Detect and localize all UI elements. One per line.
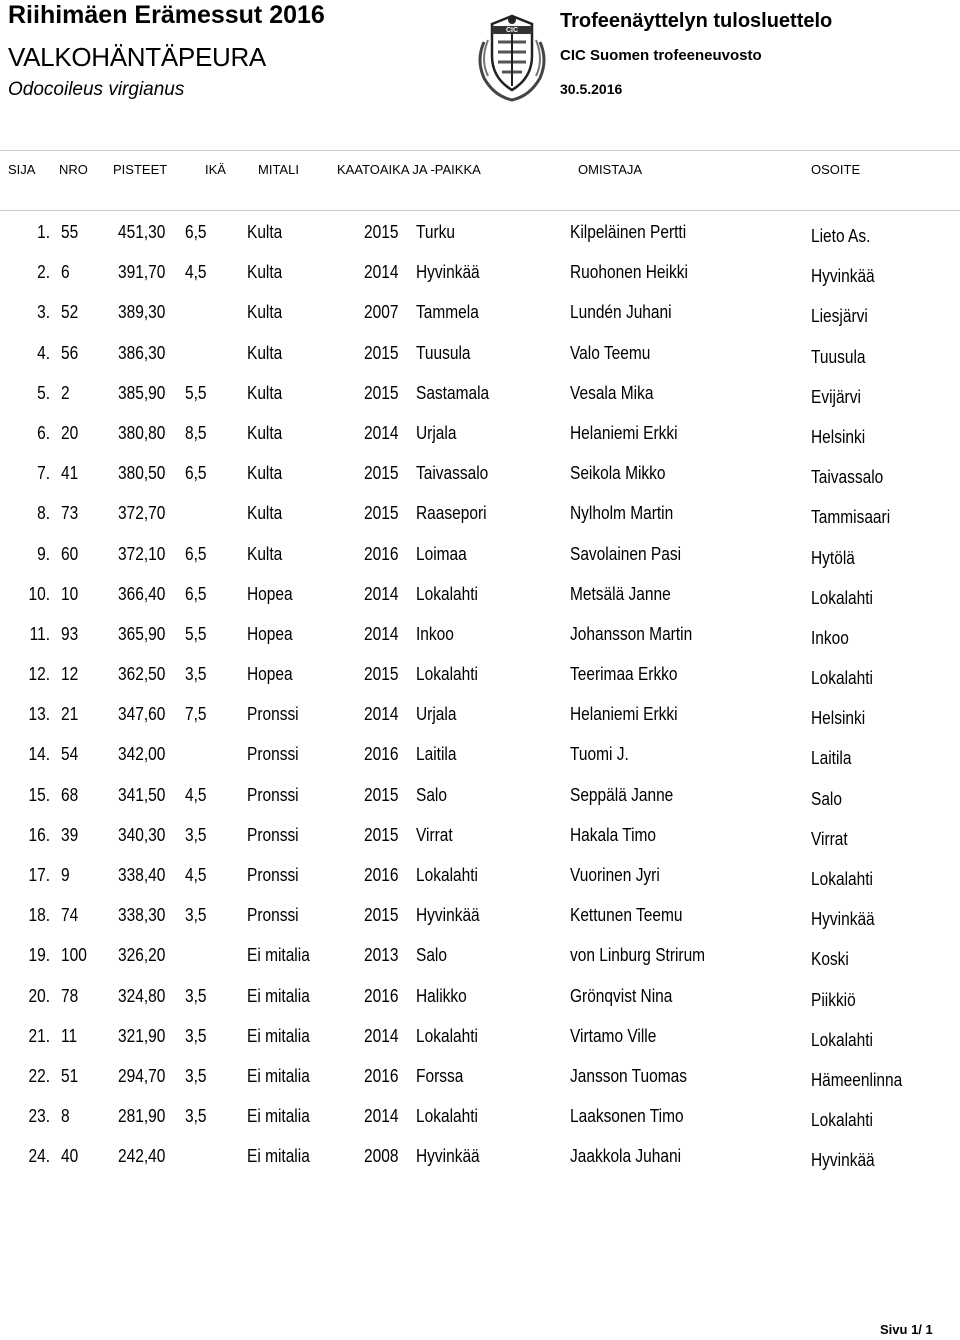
owner: Helaniemi Erkki xyxy=(570,704,678,725)
medal: Kulta xyxy=(247,543,283,564)
rank: 11. xyxy=(29,623,50,644)
owner: von Linburg Strirum xyxy=(570,945,706,966)
table-row xyxy=(0,1024,960,1064)
harvest-year: 2015 xyxy=(364,905,399,926)
age: 7,5 xyxy=(185,704,207,725)
harvest-place: Lokalahti xyxy=(416,583,478,604)
cic-emblem-icon xyxy=(474,12,550,102)
species-name: VALKOHÄNTÄPEURA xyxy=(8,42,266,72)
medal: Pronssi xyxy=(247,865,299,885)
score: 380,80 xyxy=(118,422,166,443)
table-row xyxy=(0,300,960,340)
owner: Lundén Juhani xyxy=(570,302,672,323)
address: Helsinki xyxy=(811,708,866,729)
owner: Jaakkola Juhani xyxy=(570,1146,682,1167)
harvest-year: 2008 xyxy=(364,1146,399,1167)
entry-number: 74 xyxy=(61,905,79,926)
score: 391,70 xyxy=(118,262,166,283)
medal: Kulta xyxy=(247,422,283,443)
address: Lieto As. xyxy=(811,226,871,246)
score: 281,90 xyxy=(118,1106,166,1127)
score: 372,70 xyxy=(118,503,166,524)
harvest-place: Hyvinkää xyxy=(416,1146,480,1167)
medal: Ei mitalia xyxy=(247,985,310,1006)
entry-number: 21 xyxy=(61,704,79,725)
harvest-place: Taivassalo xyxy=(416,463,489,484)
medal: Kulta xyxy=(247,382,283,403)
entry-number: 6 xyxy=(61,262,70,283)
table-row xyxy=(0,622,960,662)
column-header-ika: IKÄ xyxy=(205,162,226,177)
entry-number: 100 xyxy=(61,945,87,966)
table-row xyxy=(0,943,960,983)
address: Lokalahti xyxy=(811,587,873,608)
rank: 8. xyxy=(37,503,50,524)
harvest-place: Laitila xyxy=(416,744,457,765)
harvest-place: Forssa xyxy=(416,1065,464,1086)
entry-number: 78 xyxy=(61,985,79,1006)
entry-number: 68 xyxy=(61,784,79,805)
address: Helsinki xyxy=(811,426,866,447)
harvest-place: Hyvinkää xyxy=(416,262,480,283)
harvest-year: 2016 xyxy=(364,985,399,1006)
owner: Savolainen Pasi xyxy=(570,543,682,564)
entry-number: 54 xyxy=(61,744,79,765)
address: Hämeenlinna xyxy=(811,1069,903,1090)
owner: Vesala Mika xyxy=(570,382,654,403)
medal: Kulta xyxy=(247,342,283,363)
table-row xyxy=(0,823,960,863)
address: Hyvinkää xyxy=(811,266,875,287)
age: 3,5 xyxy=(185,1025,207,1046)
harvest-year: 2015 xyxy=(364,463,399,484)
event-title: Riihimäen Erämessut 2016 xyxy=(8,1,325,29)
medal: Pronssi xyxy=(247,824,299,845)
harvest-place: Tuusula xyxy=(416,342,471,363)
rank: 13. xyxy=(28,704,50,725)
harvest-place: Lokalahti xyxy=(416,664,478,685)
medal: Ei mitalia xyxy=(247,945,310,966)
address: Salo xyxy=(811,788,842,809)
council-name: CIC Suomen trofeeneuvosto xyxy=(560,47,762,64)
entry-number: 9 xyxy=(61,865,70,885)
harvest-place: Inkoo xyxy=(416,623,454,644)
column-header-pisteet: PISTEET xyxy=(113,162,168,177)
rank: 14. xyxy=(28,744,50,765)
score: 341,50 xyxy=(118,784,166,805)
address: Hytölä xyxy=(811,547,855,568)
harvest-year: 2015 xyxy=(364,503,399,524)
score: 321,90 xyxy=(118,1025,166,1046)
harvest-place: Urjala xyxy=(416,422,457,443)
harvest-place: Salo xyxy=(416,784,447,805)
address: Taivassalo xyxy=(811,467,884,488)
table-row xyxy=(0,220,960,260)
harvest-year: 2015 xyxy=(364,824,399,845)
rank: 21. xyxy=(28,1025,50,1046)
harvest-place: Halikko xyxy=(416,985,467,1006)
results-table xyxy=(0,220,960,1185)
table-row xyxy=(0,582,960,622)
column-header-mitali: MITALI xyxy=(258,162,299,177)
owner: Johansson Martin xyxy=(570,623,693,644)
rank: 20. xyxy=(28,985,50,1006)
owner: Virtamo Ville xyxy=(570,1025,657,1046)
score: 362,50 xyxy=(118,664,166,685)
harvest-place: Virrat xyxy=(416,824,453,845)
harvest-place: Lokalahti xyxy=(416,1106,478,1127)
score: 451,30 xyxy=(118,222,166,242)
age: 3,5 xyxy=(185,905,207,926)
medal: Kulta xyxy=(247,222,283,242)
address: Koski xyxy=(811,949,849,970)
owner: Seppälä Janne xyxy=(570,784,674,805)
rank: 10. xyxy=(28,583,50,604)
score: 380,50 xyxy=(118,463,166,484)
header-rule-bottom xyxy=(0,210,960,211)
owner: Helaniemi Erkki xyxy=(570,422,678,443)
entry-number: 20 xyxy=(61,422,79,443)
table-row xyxy=(0,381,960,421)
column-header-kaatoaika: KAATOAIKA JA -PAIKKA xyxy=(337,162,481,177)
age: 3,5 xyxy=(185,824,207,845)
rank: 9. xyxy=(37,543,50,564)
owner: Tuomi J. xyxy=(570,744,629,765)
age: 6,5 xyxy=(185,222,207,242)
harvest-year: 2016 xyxy=(364,543,399,564)
column-header-osoite: OSOITE xyxy=(811,162,861,177)
harvest-year: 2015 xyxy=(364,784,399,805)
rank: 23. xyxy=(28,1106,50,1127)
score: 385,90 xyxy=(118,382,166,403)
medal: Pronssi xyxy=(247,744,299,765)
age: 3,5 xyxy=(185,664,207,685)
rank: 4. xyxy=(37,342,50,363)
age: 6,5 xyxy=(185,583,207,604)
owner: Grönqvist Nina xyxy=(570,985,673,1006)
medal: Pronssi xyxy=(247,784,299,805)
age: 8,5 xyxy=(185,422,207,443)
address: Evijärvi xyxy=(811,386,861,407)
harvest-year: 2015 xyxy=(364,222,399,242)
entry-number: 60 xyxy=(61,543,79,564)
harvest-year: 2014 xyxy=(364,583,399,604)
rank: 7. xyxy=(37,463,50,484)
score: 338,30 xyxy=(118,905,166,926)
harvest-place: Loimaa xyxy=(416,543,467,564)
age: 5,5 xyxy=(185,382,207,403)
table-row xyxy=(0,421,960,461)
address: Virrat xyxy=(811,828,848,849)
medal: Kulta xyxy=(247,262,283,283)
table-row xyxy=(0,742,960,782)
harvest-place: Tammela xyxy=(416,302,479,323)
medal: Kulta xyxy=(247,503,283,524)
owner: Kilpeläinen Pertti xyxy=(570,222,687,242)
rank: 2. xyxy=(37,262,50,283)
owner: Jansson Tuomas xyxy=(570,1065,688,1086)
table-row xyxy=(0,863,960,903)
score: 294,70 xyxy=(118,1065,166,1086)
table-row xyxy=(0,461,960,501)
rank: 24. xyxy=(28,1146,50,1167)
score: 389,30 xyxy=(118,302,166,323)
column-header-sija: SIJA xyxy=(8,162,36,177)
medal: Ei mitalia xyxy=(247,1146,310,1167)
harvest-year: 2016 xyxy=(364,744,399,765)
header-left xyxy=(8,0,325,102)
harvest-place: Raasepori xyxy=(416,503,487,524)
owner: Vuorinen Jyri xyxy=(570,865,660,885)
rank: 18. xyxy=(28,905,50,926)
table-row xyxy=(0,662,960,702)
entry-number: 40 xyxy=(61,1146,79,1167)
harvest-place: Lokalahti xyxy=(416,1025,478,1046)
age: 4,5 xyxy=(185,262,207,283)
score: 365,90 xyxy=(118,623,166,644)
age: 3,5 xyxy=(185,1106,207,1127)
address: Lokalahti xyxy=(811,869,873,889)
entry-number: 51 xyxy=(61,1065,79,1086)
harvest-year: 2014 xyxy=(364,422,399,443)
entry-number: 73 xyxy=(61,503,79,524)
score: 242,40 xyxy=(118,1146,166,1167)
score: 366,40 xyxy=(118,583,166,604)
score: 338,40 xyxy=(118,865,166,885)
entry-number: 39 xyxy=(61,824,79,845)
medal: Hopea xyxy=(247,623,293,644)
rank: 17. xyxy=(28,865,50,885)
medal: Kulta xyxy=(247,463,283,484)
address: Laitila xyxy=(811,748,852,769)
column-header-nro: NRO xyxy=(59,162,88,177)
medal: Hopea xyxy=(247,583,293,604)
rank: 22. xyxy=(28,1065,50,1086)
address: Lokalahti xyxy=(811,1110,873,1131)
entry-number: 10 xyxy=(61,583,79,604)
harvest-year: 2016 xyxy=(364,1065,399,1086)
owner: Hakala Timo xyxy=(570,824,657,845)
harvest-year: 2014 xyxy=(364,623,399,644)
table-row xyxy=(0,984,960,1024)
age: 6,5 xyxy=(185,543,207,564)
document-date: 30.5.2016 xyxy=(560,81,623,97)
owner: Ruohonen Heikki xyxy=(570,262,688,283)
table-row xyxy=(0,702,960,742)
table-row xyxy=(0,1104,960,1144)
harvest-place: Hyvinkää xyxy=(416,905,480,926)
score: 386,30 xyxy=(118,342,166,363)
harvest-place: Turku xyxy=(416,222,455,242)
logo-text: CIC xyxy=(505,27,519,34)
document-title: Trofeenäyttelyn tulosluettelo xyxy=(560,10,833,32)
owner: Laaksonen Timo xyxy=(570,1106,684,1127)
header-right xyxy=(560,8,832,98)
rank: 3. xyxy=(37,302,50,323)
harvest-year: 2015 xyxy=(364,664,399,685)
table-row xyxy=(0,903,960,943)
rank: 16. xyxy=(28,824,50,845)
entry-number: 55 xyxy=(61,222,79,242)
owner: Seikola Mikko xyxy=(570,463,666,484)
medal: Kulta xyxy=(247,302,283,323)
entry-number: 11 xyxy=(61,1025,78,1046)
address: Liesjärvi xyxy=(811,306,868,327)
owner: Kettunen Teemu xyxy=(570,905,683,926)
entry-number: 56 xyxy=(61,342,79,363)
table-row xyxy=(0,1144,960,1184)
address: Hyvinkää xyxy=(811,1150,875,1171)
table-row xyxy=(0,783,960,823)
entry-number: 93 xyxy=(61,623,79,644)
address: Piikkiö xyxy=(811,989,856,1010)
table-row xyxy=(0,501,960,541)
address: Lokalahti xyxy=(811,1029,873,1050)
entry-number: 12 xyxy=(61,664,79,685)
address: Inkoo xyxy=(811,627,849,648)
rank: 12. xyxy=(28,664,50,685)
score: 347,60 xyxy=(118,704,166,725)
harvest-year: 2014 xyxy=(364,704,399,725)
address: Hyvinkää xyxy=(811,909,875,930)
age: 6,5 xyxy=(185,463,207,484)
harvest-place: Salo xyxy=(416,945,447,966)
harvest-year: 2015 xyxy=(364,382,399,403)
page-number: Sivu 1/ 1 xyxy=(880,1322,933,1337)
table-row xyxy=(0,1064,960,1104)
harvest-year: 2014 xyxy=(364,1025,399,1046)
address: Tuusula xyxy=(811,346,866,367)
rank: 1. xyxy=(37,222,50,242)
medal: Ei mitalia xyxy=(247,1106,310,1127)
score: 340,30 xyxy=(118,824,166,845)
harvest-year: 2014 xyxy=(364,262,399,283)
medal: Pronssi xyxy=(247,905,299,926)
entry-number: 41 xyxy=(61,463,79,484)
table-row xyxy=(0,260,960,300)
harvest-place: Urjala xyxy=(416,704,457,725)
harvest-year: 2014 xyxy=(364,1106,399,1127)
medal: Ei mitalia xyxy=(247,1065,310,1086)
rank: 19. xyxy=(28,945,50,966)
owner: Nylholm Martin xyxy=(570,503,674,524)
harvest-year: 2013 xyxy=(364,945,399,966)
harvest-place: Lokalahti xyxy=(416,865,478,885)
age: 4,5 xyxy=(185,865,207,885)
table-row xyxy=(0,542,960,582)
address: Tammisaari xyxy=(811,507,891,528)
rank: 5. xyxy=(37,382,50,403)
table-row xyxy=(0,341,960,381)
entry-number: 52 xyxy=(61,302,79,323)
medal: Pronssi xyxy=(247,704,299,725)
harvest-year: 2007 xyxy=(364,302,399,323)
latin-name: Odocoileus virgianus xyxy=(8,79,185,100)
entry-number: 2 xyxy=(61,382,70,403)
age: 4,5 xyxy=(185,784,207,805)
age: 3,5 xyxy=(185,1065,207,1086)
score: 326,20 xyxy=(118,945,166,966)
entry-number: 8 xyxy=(61,1106,70,1127)
harvest-year: 2016 xyxy=(364,865,399,885)
rank: 6. xyxy=(37,422,50,443)
age: 5,5 xyxy=(185,623,207,644)
owner: Valo Teemu xyxy=(570,342,651,363)
score: 324,80 xyxy=(118,985,166,1006)
harvest-year: 2015 xyxy=(364,342,399,363)
column-header-omistaja: OMISTAJA xyxy=(578,162,643,177)
header-rule-top xyxy=(0,150,960,151)
score: 372,10 xyxy=(118,543,166,564)
medal: Hopea xyxy=(247,664,293,685)
harvest-place: Sastamala xyxy=(416,382,490,403)
medal: Ei mitalia xyxy=(247,1025,310,1046)
age: 3,5 xyxy=(185,985,207,1006)
address: Lokalahti xyxy=(811,668,873,689)
score: 342,00 xyxy=(118,744,166,765)
owner: Metsälä Janne xyxy=(570,583,671,604)
rank: 15. xyxy=(28,784,50,805)
owner: Teerimaa Erkko xyxy=(570,664,678,685)
